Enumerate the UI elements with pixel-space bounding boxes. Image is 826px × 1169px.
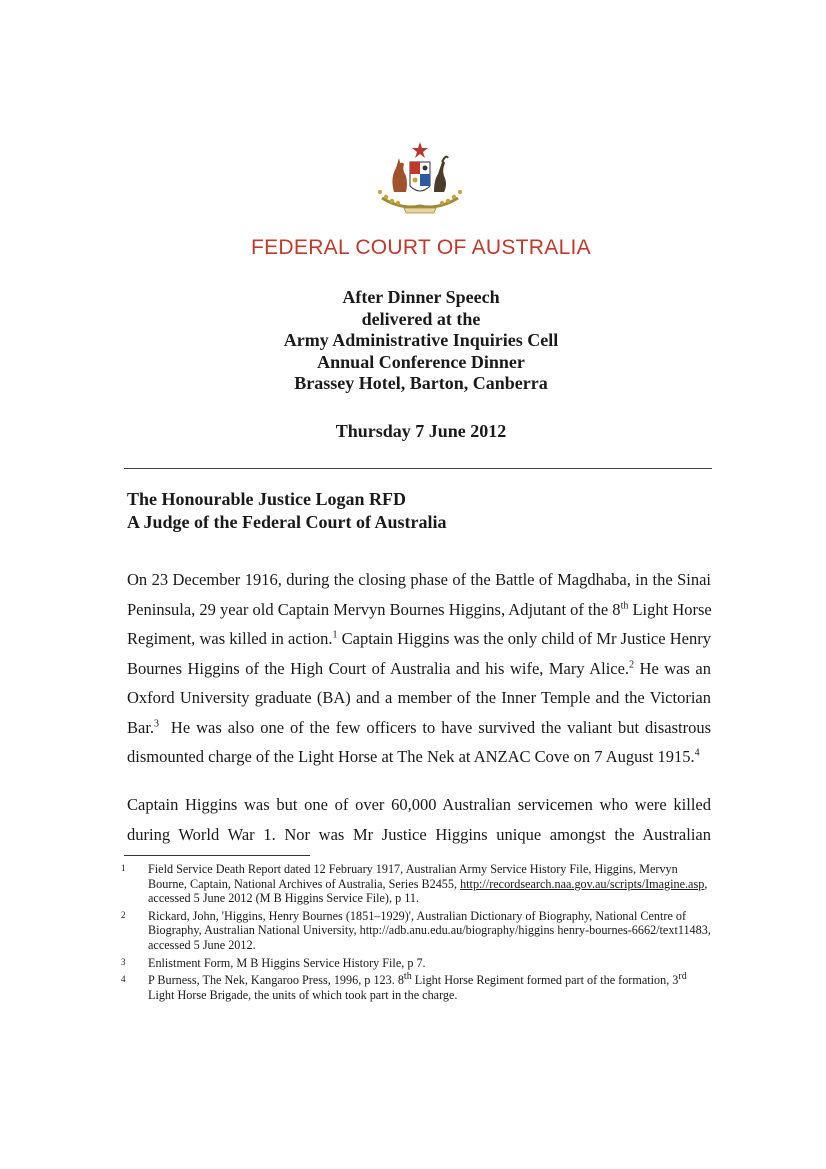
body-paragraph [127, 565, 711, 772]
event-line: Army Administrative Inquiries Cell [283, 330, 559, 350]
footnote [121, 909, 713, 953]
event-line: After Dinner Speech [342, 287, 500, 307]
footnote-ref[interactable]: 1 [332, 629, 338, 641]
australian-coat-of-arms-icon [372, 140, 468, 216]
author-title: A Judge of the Federal Court of Australia [127, 512, 447, 532]
footnote-text: Rickard, John, 'Higgins, Henry Bournes (1851–1929)', Australian Dictionary of Biography, National Centre of Biography, Australian National University, http://adb.anu.edu.au/biography/higgins henry-bournes-6662/text11483, accessed 5 June 2012. [148, 908, 711, 952]
footnote-text: P Burness, The Nek, Kangaroo Press, 1996, p 123. 8th Light Horse Regiment formed part of the formation, 3rd Light Horse Brigade, the units of which took part in the charge. [148, 971, 687, 1002]
footnote [121, 973, 713, 1002]
footnote-text: Enlistment Form, M B Higgins Service History File, p 7. [148, 955, 426, 970]
event-date: Thursday 7 June 2012 [335, 421, 507, 441]
text-line: Oxford University graduate (BA) and a member of the Inner Temple and the Victorian [127, 688, 711, 707]
header-divider [124, 468, 712, 469]
footnote-divider [124, 855, 310, 856]
footnote-text: Field Service Death Report dated 12 February 1917, Australian Army Service History File, Higgins, Mervyn Bourne, Captain, National Archives of Australia, Series B2455, http://recordsearch.naa.gov.au/scripts/Imagine.asp, accessed 5 June 2012 (M B Higgins Service File), p 11. [148, 862, 708, 906]
text-line: dismounted charge of the Light Horse at The Nek at ANZAC Cove on 7 August 1915.$^4$ [127, 747, 700, 766]
footnote [121, 956, 713, 971]
body-paragraph [127, 790, 711, 849]
footnotes [121, 862, 713, 1005]
author-name: The Honourable Justice Logan RFD [127, 489, 407, 509]
text-line: Regiment, was killed in action.$^1$ Captain Higgins was the only child of Mr Justice Henry [127, 629, 711, 648]
text-line: On 23 December 1916, during the closing phase of the Battle of Magdhaba, in the Sinai [127, 570, 711, 589]
footnote-link[interactable]: http://recordsearch.naa.gov.au/scripts/Imagine.asp [460, 876, 705, 891]
footnote-number: 3 [121, 956, 126, 967]
event-line: Brassey Hotel, Barton, Canberra [294, 373, 548, 393]
footnote-ref[interactable]: 4 [694, 747, 700, 759]
footnote-number: 4 [121, 974, 126, 985]
footnote-ref[interactable]: 3 [154, 718, 160, 729]
footnote-number: 2 [121, 909, 126, 920]
text-line: Peninsula, 29 year old Captain Mervyn Bournes Higgins, Adjutant of the 8th Light Horse [127, 599, 712, 619]
superscript: th [620, 600, 629, 611]
text-line: Bar.$^3$ He was also one of the few officers to have survived the valiant but disastrous [127, 717, 711, 737]
event-line: delivered at the [361, 308, 481, 329]
text-line: during World War 1. Nor was Mr Justice Higgins unique amongst the Australian [127, 824, 711, 844]
author-block [127, 488, 446, 534]
footnote-number: 1 [121, 863, 126, 873]
text-line: Bournes Higgins of the High Court of Australia and his wife, Mary Alice.$^2$ He was an [127, 658, 711, 678]
footnote-ref[interactable]: 2 [629, 659, 635, 670]
court-name: FEDERAL COURT OF AUSTRALIA [251, 236, 591, 259]
event-line: Annual Conference Dinner [317, 351, 525, 372]
text-line: Captain Higgins was but one of over 60,000 Australian servicemen who were killed [127, 795, 711, 814]
event-description [0, 287, 826, 395]
footnote [121, 862, 713, 906]
